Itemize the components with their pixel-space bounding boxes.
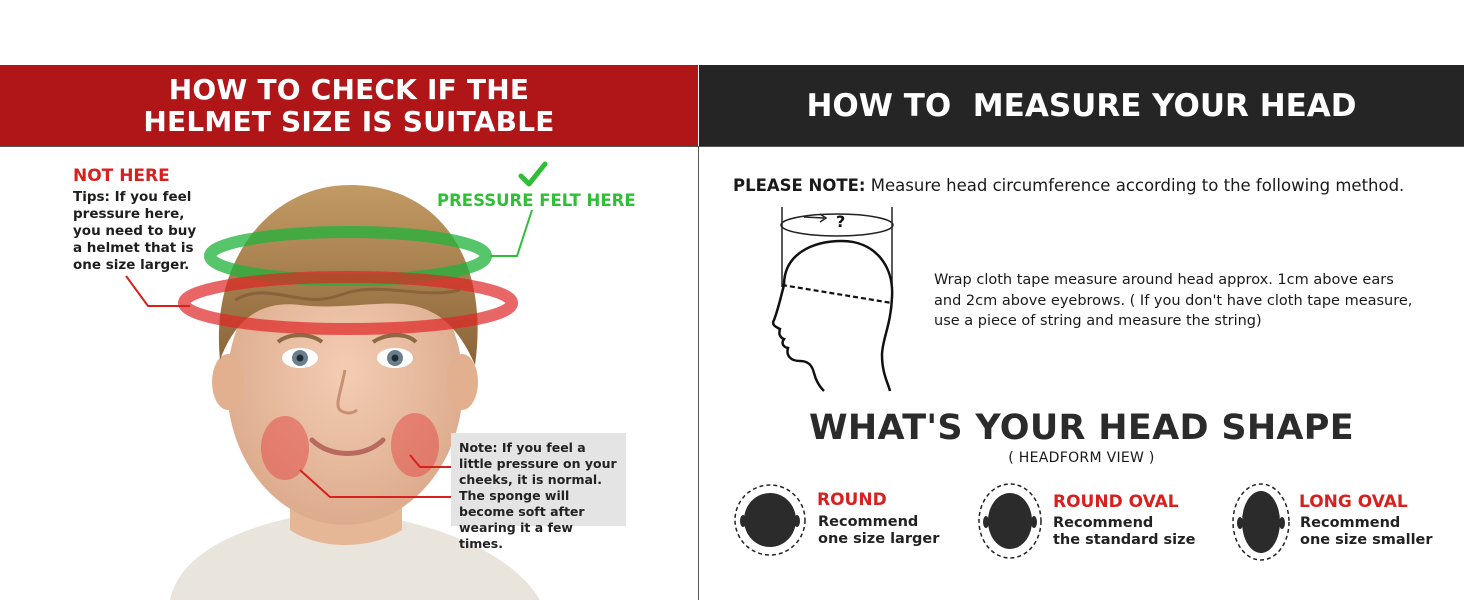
wrap-instructions: Wrap cloth tape measure around head approx. 1cm above ears and 2cm above eyebrows. ( If you don't have cloth tape measure, use a piece of string and measure the string) [934, 272, 1413, 329]
diagram-question-mark: ? [836, 212, 846, 231]
long-oval-head-icon [1231, 482, 1291, 562]
shape-name-round-oval: ROUND OVAL [1053, 492, 1179, 512]
left-panel-title: HOW TO CHECK IF THE HELMET SIZE IS SUITABLE [143, 72, 555, 138]
shape-recommend-round: Recommend one size larger [818, 514, 940, 547]
round-head-icon [733, 482, 807, 558]
shape-recommend-round-oval: Recommend the standard size [1053, 515, 1196, 548]
head-shape-title: WHAT'S YOUR HEAD SHAPE [809, 408, 1354, 448]
left-panel-header [0, 65, 698, 146]
right-panel-header [699, 65, 1464, 146]
shape-option-round [733, 482, 943, 562]
header-divider [0, 146, 1464, 147]
shape-option-long-oval [1231, 482, 1451, 562]
head-shape-subtitle: ( HEADFORM VIEW ) [1008, 450, 1155, 466]
round-oval-head-icon [977, 482, 1043, 560]
shape-recommend-long-oval: Recommend one size smaller [1300, 515, 1433, 548]
check-icon [518, 161, 548, 189]
right-panel-title: HOW TO MEASURE YOUR HEAD [806, 87, 1357, 124]
head-measure-diagram [764, 205, 900, 393]
panel-divider [698, 146, 699, 600]
please-note-text: Measure head circumference according to the following method. [865, 176, 1405, 195]
please-note-label: PLEASE NOTE: [733, 176, 866, 195]
not-here-label: NOT HERE [73, 166, 170, 186]
cheek-note: Note: If you feel a little pressure on your cheeks, it is normal. The sponge will become soft after wearing it a few times. [451, 433, 626, 526]
shape-name-long-oval: LONG OVAL [1299, 492, 1408, 512]
please-note [733, 176, 1404, 195]
shape-name-round: ROUND [817, 490, 887, 510]
pressure-felt-label: PRESSURE FELT HERE [437, 191, 636, 210]
shape-option-round-oval [977, 482, 1197, 562]
not-here-tips: Tips: If you feel pressure here, you need to buy a helmet that is one size larger. [73, 189, 197, 273]
